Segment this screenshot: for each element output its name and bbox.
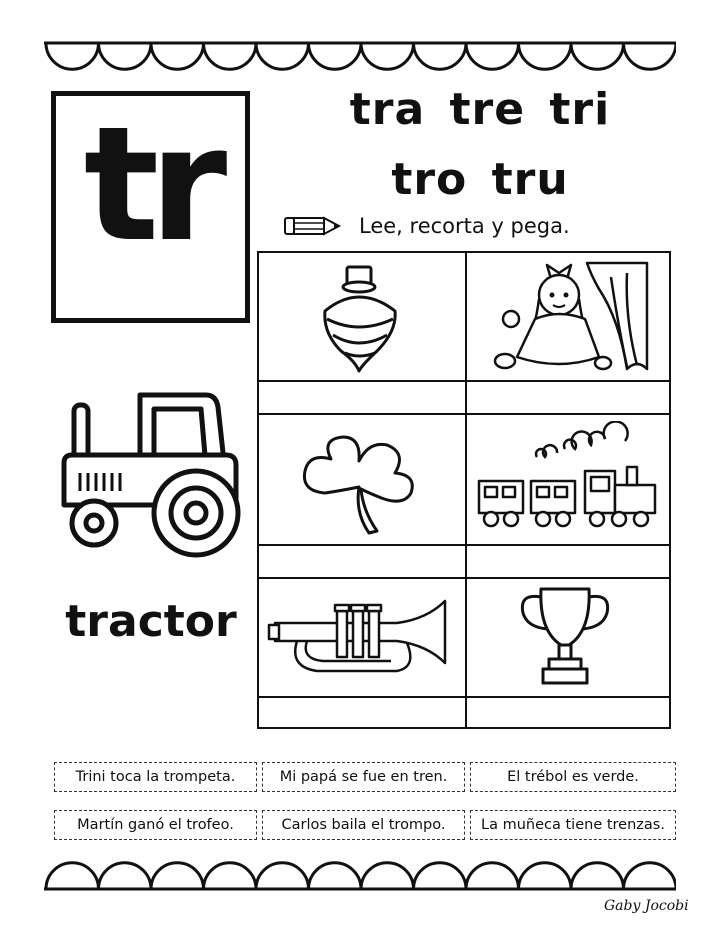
- big-letters: tr: [83, 93, 218, 277]
- letter-box: [51, 91, 250, 323]
- doll-icon: [487, 259, 657, 375]
- instruction-text: Lee, recorta y pega.: [359, 214, 570, 238]
- grid-divider: [259, 413, 669, 415]
- sentence-strip[interactable]: El trébol es verde.: [470, 762, 676, 792]
- sentence-strip[interactable]: Carlos baila el trompo.: [262, 810, 465, 840]
- grid-divider: [259, 577, 669, 579]
- grid-divider: [259, 696, 669, 698]
- sentence-strip[interactable]: Mi papá se fue en tren.: [262, 762, 465, 792]
- scallop-border-top: [44, 40, 676, 80]
- picture-grid: [257, 251, 671, 729]
- grid-divider: [259, 544, 669, 546]
- grid-divider: [259, 380, 669, 382]
- trumpet-icon: [267, 593, 457, 689]
- syllables-row-1: tra tre tri: [349, 84, 611, 135]
- spinning-top-icon: [317, 261, 407, 375]
- tractor-icon: [56, 385, 246, 565]
- sentence-strip[interactable]: La muñeca tiene trenzas.: [470, 810, 676, 840]
- grid-divider-vertical: [465, 253, 467, 727]
- sentence-strip[interactable]: Trini toca la trompeta.: [54, 762, 257, 792]
- sentence-strip[interactable]: Martín ganó el trofeo.: [54, 810, 257, 840]
- train-icon: [477, 421, 663, 533]
- clover-icon: [299, 435, 419, 535]
- syllables-row-2: tro tru: [391, 154, 569, 205]
- author-signature: Gaby Jocobi: [604, 898, 689, 914]
- trophy-icon: [515, 583, 615, 691]
- pencil-icon: [283, 212, 343, 240]
- scallop-border-bottom: [44, 852, 676, 892]
- example-word: tractor: [65, 596, 237, 647]
- instruction-row: [283, 212, 570, 240]
